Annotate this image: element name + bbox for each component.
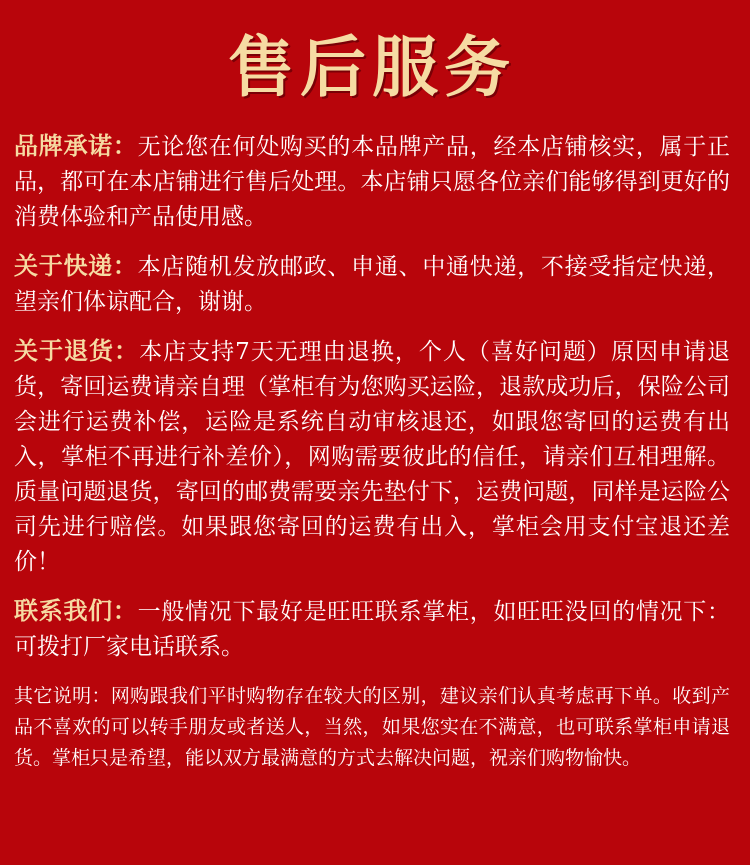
section-other-notes xyxy=(14,681,730,774)
section-returns xyxy=(14,333,730,580)
note-label: 其它说明： xyxy=(14,685,111,707)
section-label: 品牌承诺： xyxy=(14,131,138,160)
note-text: 网购跟我们平时购物存在较大的区别，建议亲们认真考虑再下单。收到产品不喜欢的可以转手朋友或者送人，当然，如果您实在不满意，也可联系掌柜申请退货。掌柜只是希望，能以双方最满意的方式去解决问题，祝亲们购物愉快。 xyxy=(14,685,730,769)
section-label: 关于快递： xyxy=(14,251,138,280)
section-shipping xyxy=(14,248,730,320)
section-text: 一般情况下最好是旺旺联系掌柜，如旺旺没回的情况下：可拨打厂家电话联系。 xyxy=(14,599,731,660)
section-label: 联系我们： xyxy=(14,596,138,625)
section-text: 本店随机发放邮政、申通、中通快递，不接受指定快递，望亲们体谅配合，谢谢。 xyxy=(14,254,731,315)
page-title: 售后服务 xyxy=(228,28,516,106)
section-text: 无论您在何处购买的本品牌产品，经本店铺核实，属于正品，都可在本店铺进行售后处理。本店铺只愿各位亲们能够得到更好的消费体验和产品使用感。 xyxy=(14,134,731,230)
section-text: 本店支持7天无理由退换，个人（喜好问题）原因申请退货，寄回运费请亲自理（掌柜有为您购买运险，退款成功后，保险公司会进行运费补偿，运险是系统自动审核退还，如跟您寄回的运费有出入，掌柜不再进行补差价），网购需要彼此的信任，请亲们互相理解。质量问题退货，寄回的邮费需要亲先垫付下，运费问题，同样是运险公司先进行赔偿。如果跟您寄回的运费有出入，掌柜会用支付宝退还差价！ xyxy=(14,339,730,575)
section-label: 关于退货： xyxy=(14,336,140,365)
section-brand-promise xyxy=(14,128,730,235)
section-contact xyxy=(14,593,730,665)
